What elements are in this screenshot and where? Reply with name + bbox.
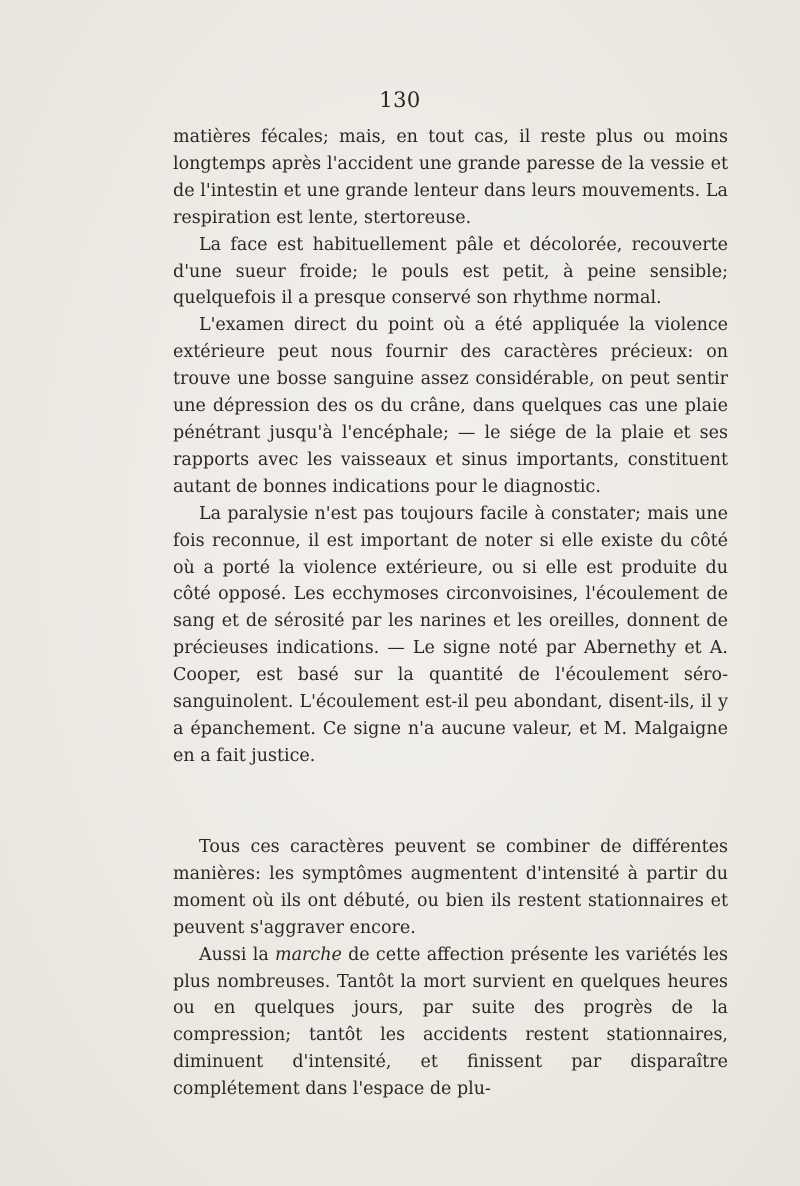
marche-emphasis: marche — [275, 944, 342, 965]
text-block-bottom — [173, 834, 728, 1103]
paragraph-examen: L'examen direct du point où a été appliquée la violence extérieure peut nous fournir des caractères précieux: on trouve une bosse sanguine assez considérable, on peut sentir une dépression des os du crâne, dans quelques cas une plaie pénétrant jusqu'à l'encéphale; — le siége de la plaie et ses rapports avec les vaisseaux et sinus importants, constituent autant de bonnes indications pour le diagnostic. — [173, 315, 728, 497]
paragraph-caracteres: Tous ces caractères peuvent se combiner de différentes manières: les symptômes augmentent d'intensité à partir du moment où ils ont débuté, ou bien ils restent stationnaires et peuvent s'aggraver encore. — [173, 837, 728, 938]
page-number: 130 — [379, 88, 421, 112]
paragraph-paralysie: La paralysie n'est pas toujours facile à constater; mais une fois reconnue, il est important de noter si elle existe du côté où a porté la violence extérieure, ou si elle est produite du côté opposé. Les ecchymoses circonvoisines, l'écoulement de sang et de sérosité par les narines et les oreilles, donnent de précieuses indications. — Le signe noté par Abernethy et A. Cooper, est basé sur la quantité de l'écoulement séro-sanguinolent. L'écoulement est-il peu abondant, disent-ils, il y a épanchement. Ce signe n'a aucune valeur, et M. Malgaigne en a fait justice. — [173, 503, 728, 766]
marche-intro: Aussi la — [199, 944, 276, 965]
marche-rest: de cette affection présente les variétés les plus nombreuses. Tantôt la mort survient en quelques heures ou en quelques jours, par suite des progrès de la compression; tantôt les accidents restent stationnaires, diminuent d'intensité, et finissent par disparaître complétement dans l'espace de plu- — [173, 944, 729, 1100]
paragraph-face: La face est habituellement pâle et décolorée, recouverte d'une sueur froide; le pouls est petit, à peine sensible; quelquefois il a presque conservé son rhythme normal. — [173, 234, 728, 309]
text-block-top — [173, 124, 728, 770]
paragraph-continuation: matières fécales; mais, en tout cas, il reste plus ou moins longtemps après l'accident une grande paresse de la vessie et de l'intestin et une grande lenteur dans leurs mouvements. La respiration est lente, stertoreuse. — [173, 127, 728, 228]
paragraph-marche — [173, 942, 728, 1103]
